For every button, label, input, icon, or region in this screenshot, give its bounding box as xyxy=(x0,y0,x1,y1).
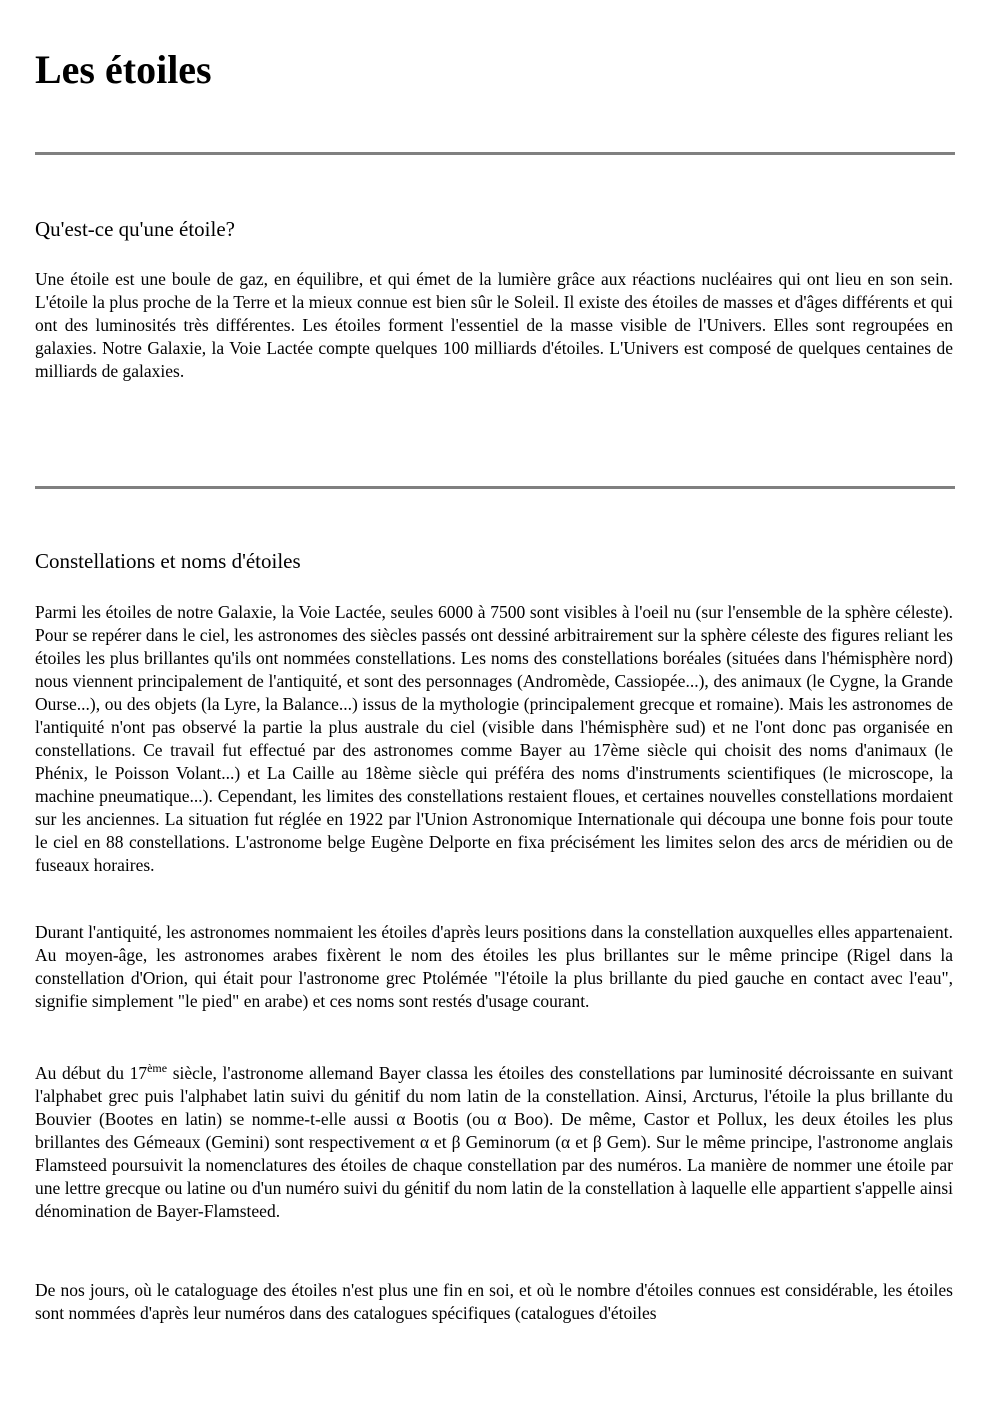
paragraph-modern-catalogues: De nos jours, où le cataloguage des étoiles n'est plus une fin en soi, et où le nombre d'étoiles connues est considérable, les étoiles sont nommées d'après leur numéros dans des catalogues spécifiques (catalogues d'étoiles xyxy=(35,1280,953,1323)
page-title: Les étoiles xyxy=(35,47,212,92)
horizontal-rule xyxy=(35,486,955,489)
section-heading-constellations: Constellations et noms d'étoiles xyxy=(35,549,301,573)
paragraph-bayer-start: Au début du 17 xyxy=(35,1063,148,1083)
superscript-eme: ème xyxy=(147,1061,168,1076)
paragraph-bayer-rest: siècle, l'astronome allemand Bayer classa les étoiles des constellations par luminosité décroissante en suivant l'alphabet grec puis l'alphabet latin suivi du génitif du nom latin de la constellation. Ainsi, Arcturus, l'étoile la plus brillante du Bouvier (Bootes en latin) se nomme-t-elle aussi α Bootis (ou α Boo). De même, Castor et Pollux, les deux étoiles les plus brillantes des Gémeaux (Gemini) sont respectivement α et β Geminorum (α et β Gem). Sur le même principe, l'astronome anglais Flamsteed poursuivit la nomenclatures des étoiles de chaque constellation par des numéros. La manière de nommer une étoile par une lettre grecque ou latine ou d'un numéro suivi du génitif du nom latin de la constellation à laquelle elle appartient s'appelle ainsi dénomination de Bayer-Flamsteed. xyxy=(35,1063,953,1221)
section-heading-what-is-a-star: Qu'est-ce qu'une étoile? xyxy=(35,217,235,241)
paragraph-antiquity-names: Durant l'antiquité, les astronomes nommaient les étoiles d'après leurs positions dans la constellation auxquelles elles appartenaient. Au moyen-âge, les astronomes arabes fixèrent le nom des étoiles les plus brillantes sur le même principe (Rigel dans la constellation d'Orion, qui était pour l'astronome grec Ptolémée "l'étoile la plus brillante du pied gauche en contact avec l'eau", signifie simplement "le pied" en arabe) et ces noms sont restés d'usage courant. xyxy=(35,922,953,1011)
paragraph-bayer-flamsteed xyxy=(35,1062,953,1223)
paragraph-constellations: Parmi les étoiles de notre Galaxie, la Voie Lactée, seules 6000 à 7500 sont visibles à l'oeil nu (sur l'ensemble de la sphère céleste). Pour se repérer dans le ciel, les astronomes des siècles passés ont dessiné arbitrairement sur la sphère céleste des figures reliant les étoiles les plus brillantes qu'ils ont nommées constellations. Les noms des constellations boréales (situées dans l'hémisphère nord) nous viennent principalement de l'antiquité, et sont des personnages (Andromède, Cassiopée...), des animaux (le Cygne, la Grande Ourse...), ou des objets (la Lyre, la Balance...) issus de la mythologie (principalement grecque et romaine). Mais les astronomes de l'antiquité n'ont pas observé la partie la plus australe du ciel (visible dans l'hémisphère sud) et ne l'ont donc pas organisée en constellations. Ce travail fut effectué par des astronomes comme Bayer au 17ème siècle qui choisit des noms d'animaux (le Phénix, le Poisson Volant...) et La Caille au 18ème siècle qui préféra des noms d'instruments scientifiques (le microscope, la machine pneumatique...). Cependant, les limites des constellations restaient floues, et certaines nouvelles constellations mordaient sur les anciennes. La situation fut réglée en 1922 par l'Union Astronomique Internationale qui découpa une bonne fois pour toute le ciel en 88 constellations. L'astronome belge Eugène Delporte en fixa précisément les limites selon des arcs de méridien ou de fuseaux horaires. xyxy=(35,602,953,875)
paragraph-star-definition: Une étoile est une boule de gaz, en équilibre, et qui émet de la lumière grâce aux réactions nucléaires qui ont lieu en son sein. L'étoile la plus proche de la Terre et la mieux connue est bien sûr le Soleil. Il existe des étoiles de masses et d'âges différents et qui ont des luminosités très différentes. Les étoiles forment l'essentiel de la masse visible de l'Univers. Elles sont regroupées en galaxies. Notre Galaxie, la Voie Lactée compte quelques 100 milliards d'étoiles. L'Univers est composé de quelques centaines de milliards de galaxies. xyxy=(35,269,953,381)
horizontal-rule xyxy=(35,152,955,155)
